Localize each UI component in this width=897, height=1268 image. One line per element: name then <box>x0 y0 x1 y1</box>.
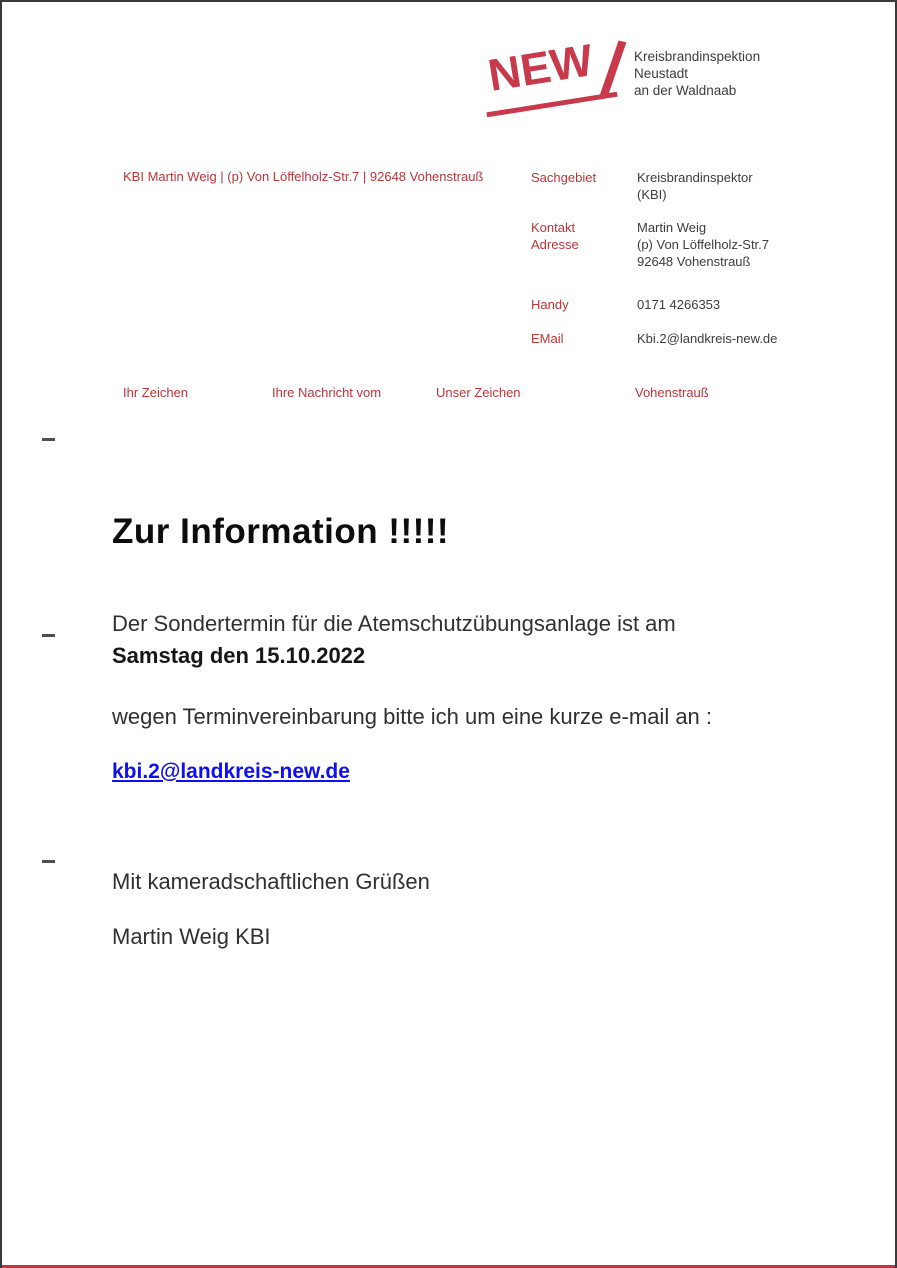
logo-slash-stroke <box>600 41 627 98</box>
contact-value-kontakt: Martin Weig <box>637 220 707 235</box>
contact-value-email: Kbi.2@landkreis-new.de <box>637 331 778 346</box>
body-date-line: Samstag den 15.10.2022 <box>112 643 366 668</box>
closing-line: Mit kameradschaftlichen Grüßen <box>112 869 430 894</box>
org-name-line2: Neustadt <box>634 66 689 81</box>
logo <box>482 34 632 118</box>
signature-line: Martin Weig KBI <box>112 924 271 949</box>
logo-new-mark: NEW <box>484 34 597 101</box>
ref-ort: Vohenstrauß <box>635 385 709 400</box>
org-name-line1: Kreisbrandinspektion <box>634 49 761 64</box>
body-line-2: wegen Terminvereinbarung bitte ich um eine kurze e-mail an : <box>112 704 713 729</box>
fold-mark-middle <box>42 634 55 637</box>
page-title: Zur Information !!!!! <box>112 512 450 551</box>
contact-value-handy: 0171 4266353 <box>637 297 721 312</box>
contact-label-adresse: Adresse <box>531 237 579 252</box>
contact-label-sachgebiet: Sachgebiet <box>531 170 597 185</box>
contact-label-kontakt: Kontakt <box>531 220 576 235</box>
ref-ihre-nachricht-vom: Ihre Nachricht vom <box>272 385 382 400</box>
body-line-1: Der Sondertermin für die Atemschutzübungsanlage ist am <box>112 611 676 636</box>
fold-mark-bottom <box>42 860 55 863</box>
contact-label-email: EMail <box>531 331 564 346</box>
org-name-line3: an der Waldnaab <box>634 83 737 98</box>
contact-value-adresse-2: 92648 Vohenstrauß <box>637 254 751 269</box>
sender-address-line: KBI Martin Weig | (p) Von Löffelholz-Str.7 | 92648 Vohenstrauß <box>123 169 484 184</box>
contact-value-adresse-1: (p) Von Löffelholz-Str.7 <box>637 237 770 252</box>
contact-value-sachgebiet-2: (KBI) <box>637 187 667 202</box>
ref-unser-zeichen: Unser Zeichen <box>436 385 521 400</box>
org-name <box>634 48 760 99</box>
fold-mark-top <box>42 438 55 441</box>
contact-value-sachgebiet-1: Kreisbrandinspektor <box>637 170 753 185</box>
email-link[interactable]: kbi.2@landkreis-new.de <box>112 760 350 783</box>
contact-label-handy: Handy <box>531 297 569 312</box>
ref-ihr-zeichen: Ihr Zeichen <box>123 385 189 400</box>
